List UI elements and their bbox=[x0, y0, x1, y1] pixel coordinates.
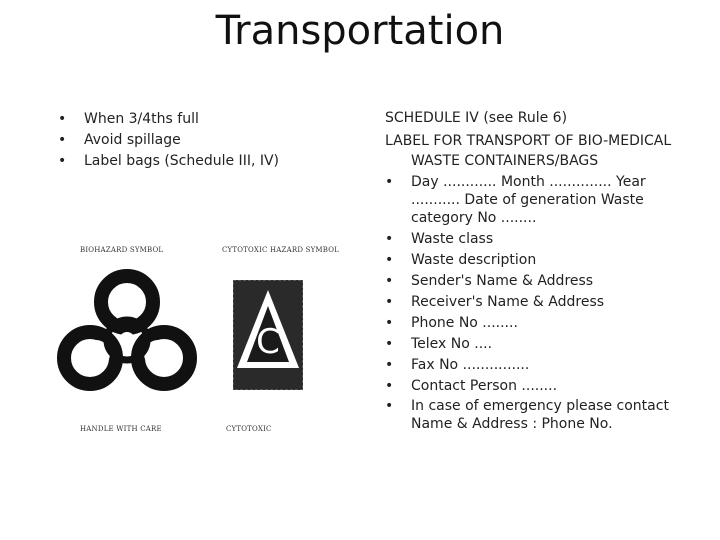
schedule-field-item: • Receiver's Name & Address bbox=[385, 292, 715, 313]
schedule-field-list bbox=[385, 173, 715, 433]
schedule-field-item: • Waste class bbox=[385, 229, 715, 250]
label-title-line2: WASTE CONTAINERS/BAGS bbox=[411, 153, 599, 169]
left-bullet-item: • Avoid spillage bbox=[58, 130, 348, 151]
cytotoxic-caption-bottom: CYTOTOXIC bbox=[226, 425, 272, 433]
schedule-field-item: • Telex No .... bbox=[385, 334, 715, 355]
cytotoxic-letter: C bbox=[256, 322, 280, 362]
schedule-iv-section bbox=[385, 108, 715, 435]
left-bullet-item: • When 3/4ths full bbox=[58, 109, 348, 130]
schedule-field-item: • Contact Person ........ bbox=[385, 376, 715, 397]
cytotoxic-caption-top: CYTOTOXIC HAZARD SYMBOL bbox=[222, 246, 340, 254]
schedule-heading: SCHEDULE IV (see Rule 6) bbox=[385, 110, 568, 126]
date-field-item bbox=[385, 173, 715, 227]
schedule-field-item: • Fax No ............... bbox=[385, 355, 715, 376]
schedule-field-item: • Phone No ........ bbox=[385, 313, 715, 334]
slide-title: Transportation bbox=[215, 8, 505, 54]
biohazard-symbol-icon bbox=[52, 262, 202, 397]
left-bullet-item: • Label bags (Schedule III, IV) bbox=[58, 151, 348, 172]
schedule-field-item: • Waste description bbox=[385, 250, 715, 271]
biohazard-caption-bottom: HANDLE WITH CARE bbox=[80, 425, 162, 433]
date-field-line2: ........... Date of generation Waste bbox=[411, 192, 644, 208]
date-field-line1: Day ............ Month .............. Year bbox=[411, 174, 646, 190]
biohazard-caption-top: BIOHAZARD SYMBOL bbox=[80, 246, 164, 254]
cytotoxic-letter-layer bbox=[233, 280, 303, 390]
label-title-line1: LABEL FOR TRANSPORT OF BIO-MEDICAL bbox=[385, 133, 672, 149]
emergency-line1: In case of emergency please contact bbox=[411, 398, 669, 414]
date-field-line3: category No ........ bbox=[411, 210, 537, 226]
emergency-line2: Name & Address : Phone No. bbox=[411, 416, 613, 432]
schedule-field-item: • Sender's Name & Address bbox=[385, 271, 715, 292]
left-bullet-list bbox=[58, 109, 348, 172]
emergency-field-item bbox=[385, 397, 715, 433]
